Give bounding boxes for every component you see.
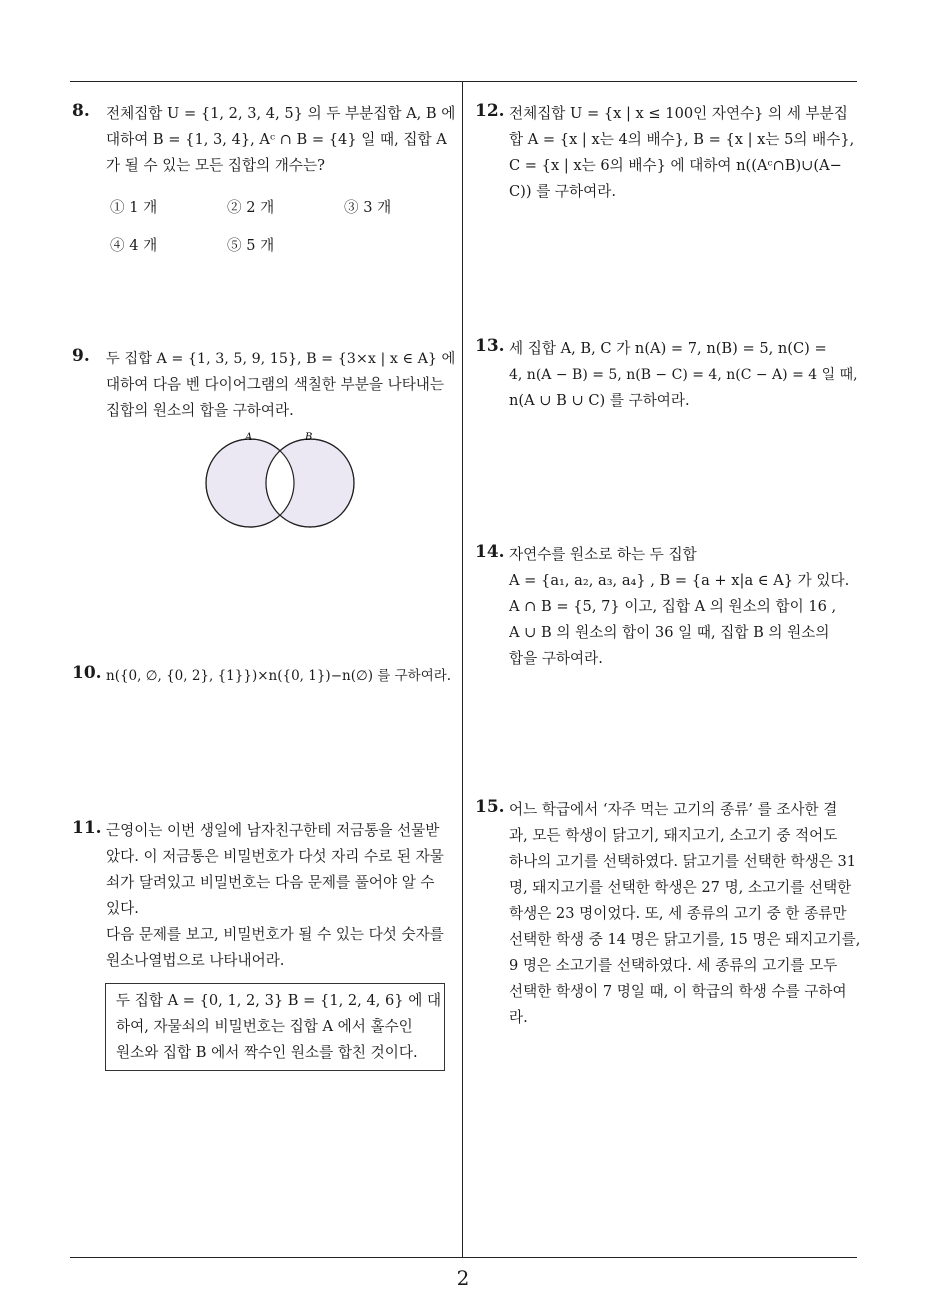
- problem-text: [509, 542, 861, 672]
- choice-4[interactable]: ④ 4 개: [110, 237, 158, 254]
- answer-choices: [72, 195, 458, 275]
- problem-line: 4, n(A − B) = 5, n(B − C) = 4, n(C − A) = 4 일 때,: [509, 367, 858, 383]
- problem-15: [475, 797, 861, 1031]
- box-line: 하여, 자물쇠의 비밀번호는 집합 A 에서 홀수인: [116, 1018, 413, 1035]
- problem-line: 원소나열법으로 나타내어라.: [106, 952, 285, 969]
- problem-text: [509, 336, 861, 414]
- problem-line: 라.: [509, 1009, 528, 1026]
- problem-line: 았다. 이 저금통은 비밀번호가 다섯 자리 수로 된 자물: [106, 848, 444, 865]
- problem-text: [106, 101, 458, 179]
- problem-line: A = {a₁, a₂, a₃, a₄} , B = {a + x|a ∈ A} 가 있다.: [509, 572, 850, 589]
- problem-line: 명, 돼지고기를 선택한 학생은 27 명, 소고기를 선택한: [509, 879, 852, 896]
- problem-number: 10.: [72, 663, 102, 683]
- problem-line: 집합의 원소의 합을 구하여라.: [106, 402, 294, 419]
- choice-3[interactable]: ③ 3 개: [344, 199, 392, 216]
- column-divider: [462, 82, 463, 1257]
- problem-line: 세 집합 A, B, C 가 n(A) = 7, n(B) = 5, n(C) =: [509, 340, 827, 357]
- problem-line: 쇠가 달려있고 비밀번호는 다음 문제를 풀어야 알 수: [106, 874, 435, 891]
- problem-number: 8.: [72, 101, 90, 121]
- problem-line: 합 A = {x | x는 4의 배수}, B = {x | x는 5의 배수},: [509, 131, 855, 148]
- problem-14: [475, 542, 861, 672]
- problem-line: A ∩ B = {5, 7} 이고, 집합 A 의 원소의 합이 16 ,: [509, 598, 837, 615]
- problem-line: 대하여 다음 벤 다이어그램의 색칠한 부분을 나타내는: [106, 376, 444, 393]
- problem-line: n(A ∪ B ∪ C) 를 구하여라.: [509, 392, 690, 409]
- condition-box: [105, 983, 445, 1071]
- problem-text: [106, 818, 458, 974]
- choice-1[interactable]: ① 1 개: [110, 199, 158, 216]
- problem-8: [72, 101, 458, 275]
- box-line: 두 집합 A = {0, 1, 2, 3} B = {1, 2, 4, 6} 에 대: [116, 992, 442, 1009]
- problem-line: 과, 모든 학생이 닭고기, 돼지고기, 소고기 중 적어도: [509, 827, 838, 844]
- top-rule: [70, 81, 857, 82]
- problem-line: 가 될 수 있는 모든 집합의 개수는?: [106, 157, 325, 174]
- problem-line: 전체집합 U = {x | x ≤ 100인 자연수} 의 세 부분집: [509, 105, 848, 122]
- bottom-rule: [70, 1257, 857, 1258]
- problem-line: 대하여 B = {1, 3, 4}, Aᶜ ∩ B = {4} 일 때, 집합 A: [106, 131, 447, 148]
- problem-line: 선택한 학생 중 14 명은 닭고기를, 15 명은 돼지고기를,: [509, 931, 861, 948]
- problem-9: [72, 346, 458, 424]
- problem-line: 학생은 23 명이었다. 또, 세 종류의 고기 중 한 종류만: [509, 905, 847, 922]
- problem-line: 전체집합 U = {1, 2, 3, 4, 5} 의 두 부분집합 A, B 에: [106, 105, 456, 122]
- page-number: 2: [456, 1266, 470, 1290]
- problem-line: 다음 문제를 보고, 비밀번호가 될 수 있는 다섯 숫자를: [106, 926, 444, 943]
- problem-text: [106, 346, 458, 424]
- venn-diagram: [195, 428, 365, 533]
- choice-5[interactable]: ⑤ 5 개: [227, 237, 275, 254]
- problem-line: 9 명은 소고기를 선택하였다. 세 종류의 고기를 모두: [509, 957, 838, 974]
- problem-text: [509, 101, 861, 205]
- problem-text: [106, 663, 458, 689]
- problem-line: 있다.: [106, 900, 139, 917]
- problem-number: 15.: [475, 797, 505, 817]
- problem-line: C = {x | x는 6의 배수} 에 대하여 n((Aᶜ∩B)∪(A−: [509, 157, 842, 174]
- problem-line: 자연수를 원소로 하는 두 집합: [509, 546, 697, 563]
- problem-line: 합을 구하여라.: [509, 650, 603, 667]
- problem-text: [509, 797, 861, 1031]
- problem-line: n({0, ∅, {0, 2}, {1}})×n({0, 1})−n(∅) 를 구하여라.: [106, 668, 452, 684]
- venn-label-b: B: [305, 432, 313, 443]
- problem-number: 9.: [72, 346, 90, 366]
- problem-number: 13.: [475, 336, 505, 356]
- problem-number: 14.: [475, 542, 505, 562]
- problem-13: [475, 336, 861, 414]
- venn-label-a: A: [245, 432, 253, 443]
- problem-line: C)) 를 구하여라.: [509, 183, 616, 200]
- box-line: 원소와 집합 B 에서 짝수인 원소를 합친 것이다.: [116, 1044, 418, 1061]
- choice-2[interactable]: ② 2 개: [227, 199, 275, 216]
- problem-number: 11.: [72, 818, 102, 838]
- problem-10: [72, 663, 458, 689]
- problem-line: 하나의 고기를 선택하였다. 닭고기를 선택한 학생은 31: [509, 853, 857, 870]
- problem-line: 선택한 학생이 7 명일 때, 이 학급의 학생 수를 구하여: [509, 983, 847, 1000]
- problem-line: 두 집합 A = {1, 3, 5, 9, 15}, B = {3×x | x ∈ A} 에: [106, 351, 456, 367]
- problem-11: [72, 818, 458, 974]
- problem-number: 12.: [475, 101, 505, 121]
- problem-line: 어느 학급에서 ‘자주 먹는 고기의 종류’ 를 조사한 결: [509, 801, 838, 818]
- problem-line: A ∪ B 의 원소의 합이 36 일 때, 집합 B 의 원소의: [509, 624, 830, 641]
- problem-line: 근영이는 이번 생일에 남자친구한테 저금통을 선물받: [106, 822, 440, 839]
- problem-12: [475, 101, 861, 205]
